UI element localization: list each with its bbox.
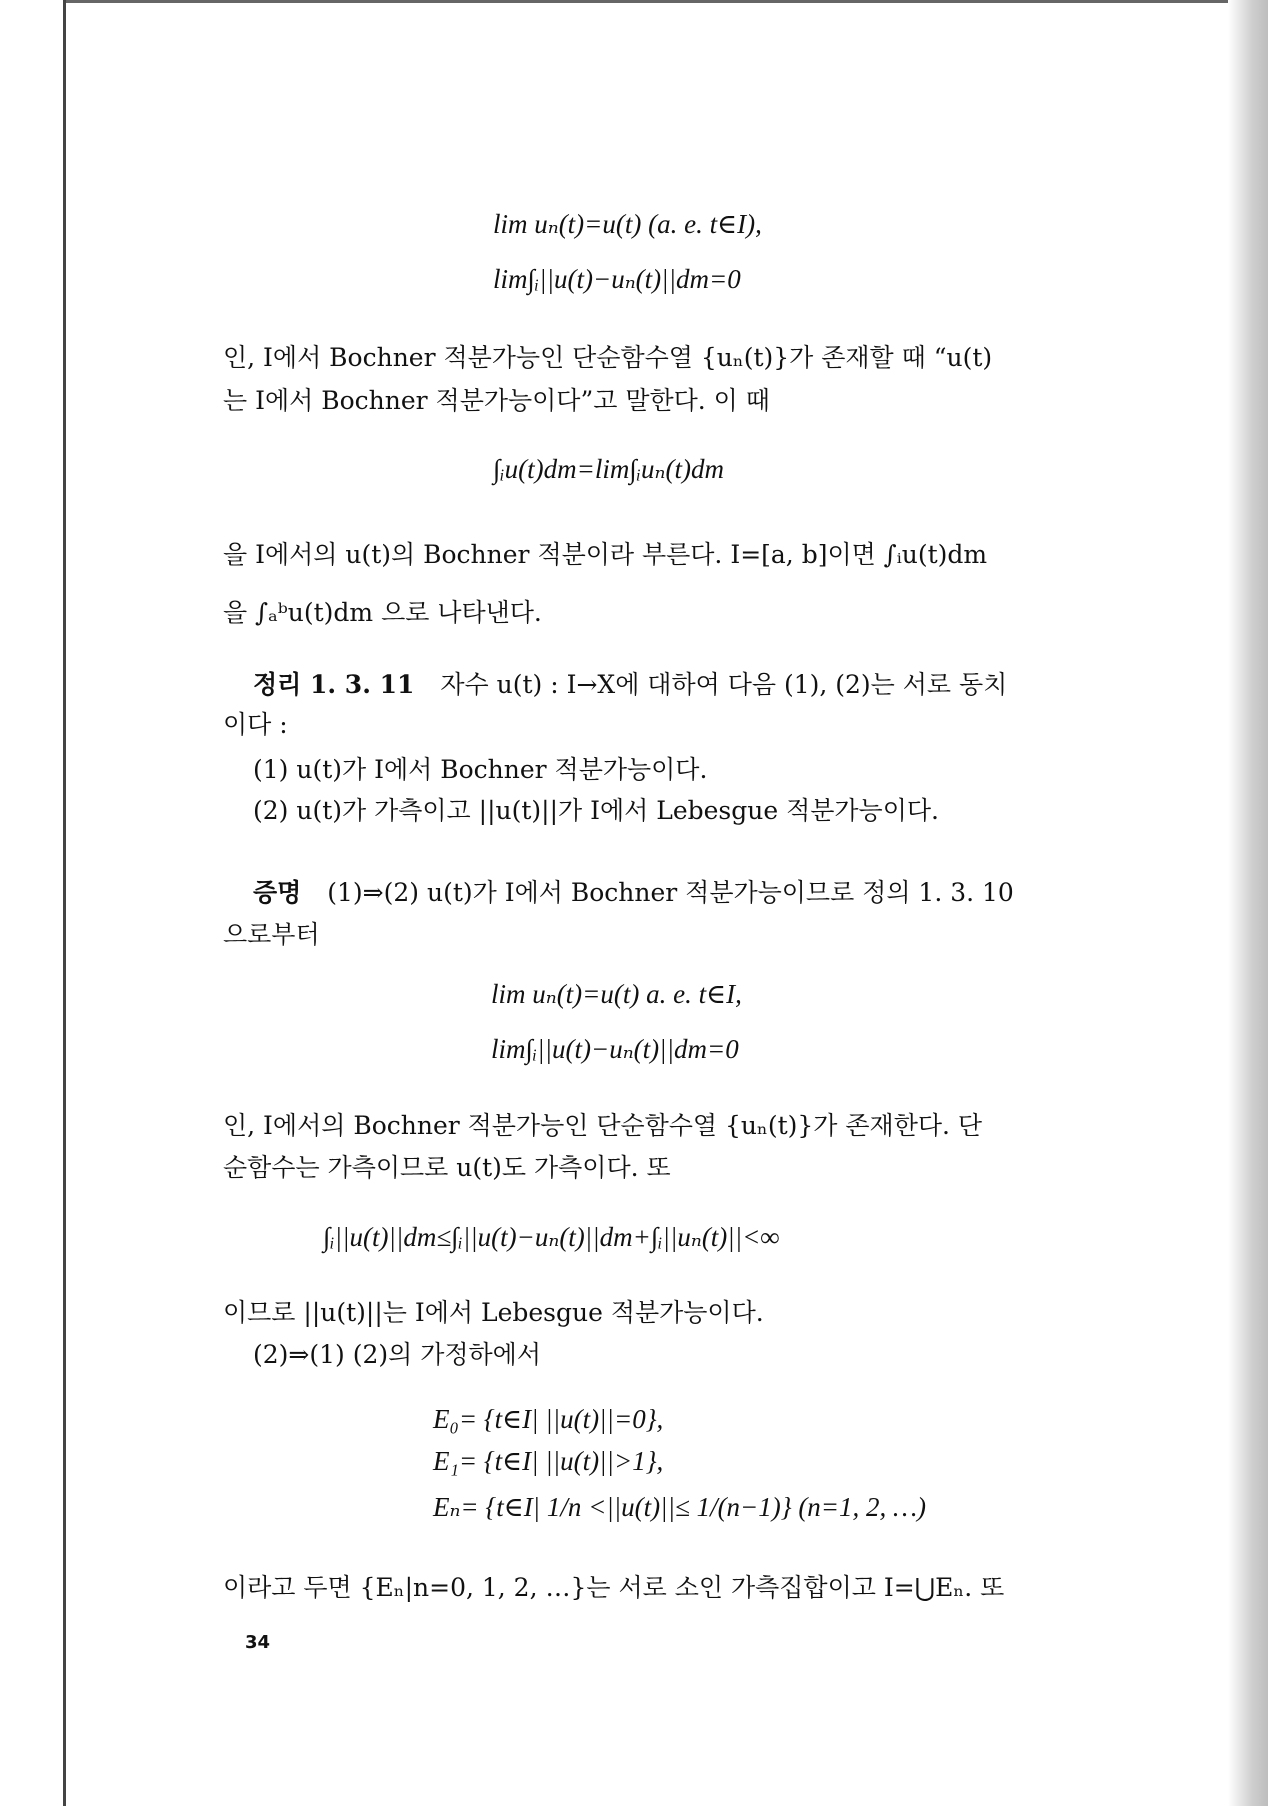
theorem-line-2: 이다 : — [223, 710, 288, 739]
theorem-line-1 — [223, 667, 1116, 703]
page-number: 34 — [245, 1632, 271, 1653]
page-right-shadow — [1228, 0, 1268, 1806]
theorem-label: 정리 1. 3. 11 — [253, 670, 415, 699]
proof-statement: (1)⇒(2) u(t)가 I에서 Bochner 적분가능이므로 정의 1. 3. 10 — [327, 878, 1014, 907]
proof-label: 증명 — [253, 878, 302, 907]
equation-4: ∫ᵢ||u(t)||dm≤∫ᵢ||u(t)−uₙ(t)||dm+∫ᵢ||uₙ(t)||<∞ — [323, 1222, 780, 1252]
paragraph-4-line-2: (2)⇒(1) (2)의 가정하에서 — [253, 1340, 541, 1369]
paragraph-4-line-1: 이므로 ||u(t)||는 I에서 Lebesgue 적분가능이다. — [223, 1298, 764, 1327]
equation-2: ∫ᵢu(t)dm=lim∫ᵢuₙ(t)dm — [493, 454, 724, 484]
paragraph-3-line-2: 순함수는 가측이므로 u(t)도 가측이다. 또 — [223, 1153, 671, 1182]
equation-1-line-2: lim∫ᵢ||u(t)−uₙ(t)||dm=0 — [493, 264, 741, 294]
theorem-item-1: (1) u(t)가 I에서 Bochner 적분가능이다. — [253, 755, 708, 784]
book-page — [223, 0, 1116, 1806]
paragraph-3-line-1: 인, I에서의 Bochner 적분가능인 단순함수열 {uₙ(t)}가 존재한다. 단 — [223, 1111, 983, 1140]
equation-5-line-1: E₀= {t∈I| ||u(t)||=0}, — [433, 1404, 664, 1434]
paragraph-1-line-2: 는 I에서 Bochner 적분가능이다”고 말한다. 이 때 — [223, 386, 770, 415]
theorem-statement: 자수 u(t) : I→X에 대하여 다음 (1), (2)는 서로 동치 — [440, 670, 1008, 699]
paragraph-2-line-2: 을 ∫ₐᵇu(t)dm 으로 나타낸다. — [223, 598, 542, 627]
theorem-item-2: (2) u(t)가 가측이고 ||u(t)||가 I에서 Lebesgue 적분가능이다. — [253, 796, 939, 825]
equation-3-line-2: lim∫ᵢ||u(t)−uₙ(t)||dm=0 — [491, 1034, 739, 1064]
paragraph-5-line-1: 이라고 두면 {Eₙ|n=0, 1, 2, …}는 서로 소인 가측집합이고 I=⋃Eₙ. 또 — [223, 1573, 1005, 1602]
equation-5-line-2: E₁= {t∈I| ||u(t)||>1}, — [433, 1446, 664, 1476]
proof-line-1 — [223, 875, 1116, 911]
equation-1-line-1: lim uₙ(t)=u(t) (a. e. t∈I), — [493, 209, 762, 239]
equation-5-line-3: Eₙ= {t∈I| 1/n <||u(t)||≤ 1/(n−1)} (n=1, 2, …) — [433, 1492, 927, 1522]
paragraph-1-line-1: 인, I에서 Bochner 적분가능인 단순함수열 {uₙ(t)}가 존재할 때 “u(t) — [223, 343, 993, 372]
equation-3-line-1: lim uₙ(t)=u(t) a. e. t∈I, — [491, 979, 742, 1009]
paragraph-2-line-1: 을 I에서의 u(t)의 Bochner 적분이라 부른다. I=[a, b]이면 ∫ᵢu(t)dm — [223, 540, 988, 569]
page-left-edge — [63, 0, 66, 1806]
proof-line-2: 으로부터 — [223, 920, 320, 949]
